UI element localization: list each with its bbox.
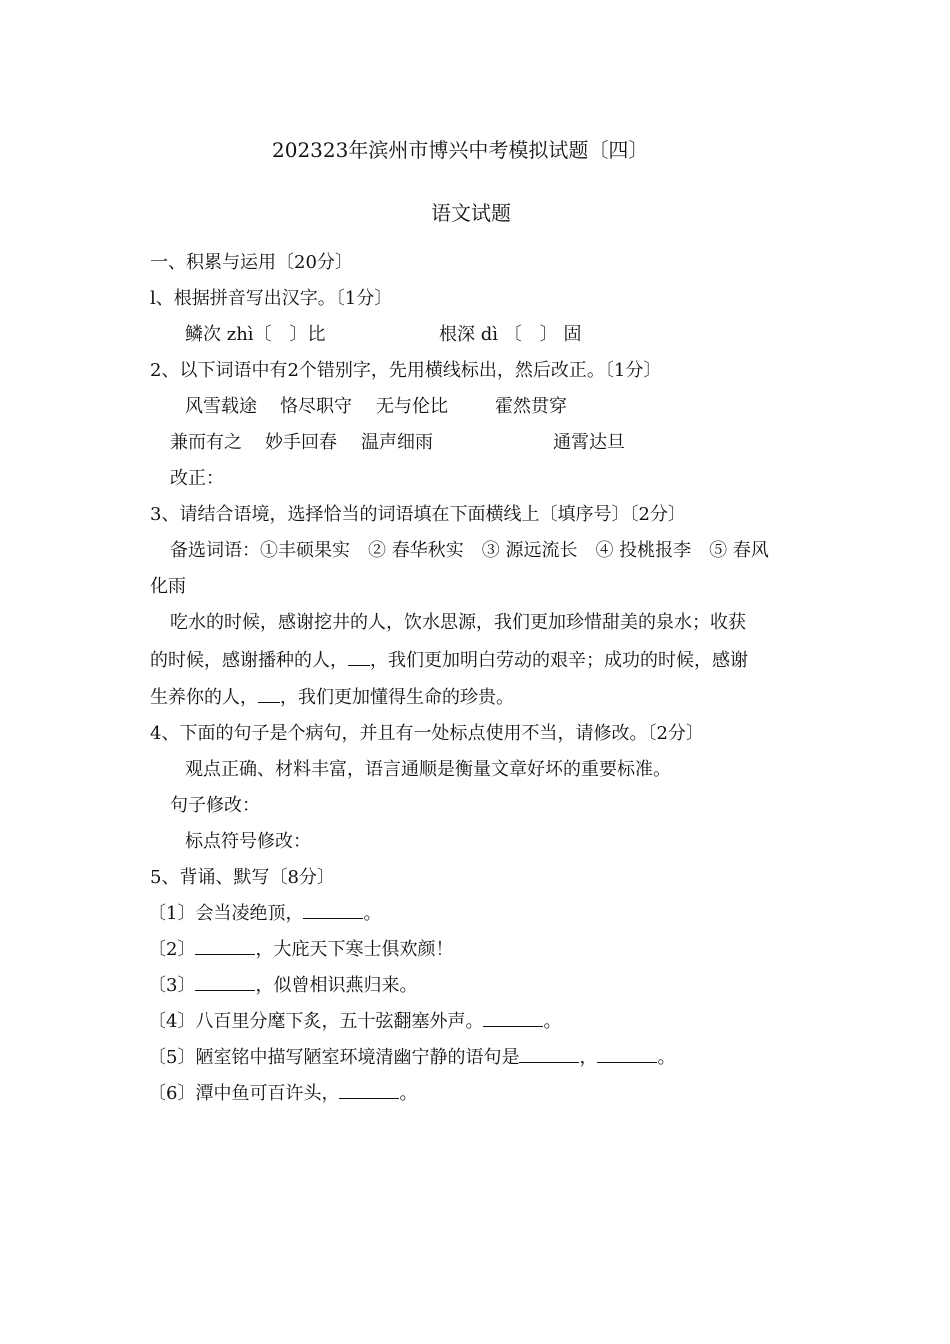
q5-item bbox=[148, 974, 417, 998]
q5-item-text: 潭中鱼可百许头， bbox=[195, 1083, 340, 1104]
answer-blank[interactable] bbox=[303, 902, 363, 919]
q3-stem: 3、请结合语境，选择恰当的词语填在下面横线上〔填序号〕〔2分〕 bbox=[150, 504, 686, 525]
q5-item-text: 。 bbox=[657, 1047, 676, 1068]
q5-item-number: 〔6〕 bbox=[148, 1083, 196, 1104]
q4-fix-sentence-label: 句子修改： bbox=[170, 795, 260, 816]
q3-passage-text: 生养你的人， bbox=[150, 687, 258, 708]
q5-item-number: 〔2〕 bbox=[148, 939, 196, 960]
q3-passage-line bbox=[150, 649, 748, 673]
q3-passage-text: ，我们更加懂得生命的珍贵。 bbox=[280, 687, 514, 708]
q5-item-text: 会当凌绝顶， bbox=[195, 903, 304, 924]
q2-word: 妙手回春 bbox=[265, 432, 337, 453]
q4-sentence: 观点正确、材料丰富，语言通顺是衡量文章好坏的重要标准。 bbox=[185, 759, 671, 780]
answer-blank[interactable] bbox=[195, 974, 255, 991]
q5-item bbox=[148, 902, 381, 926]
q3-passage-text: 的时候，感谢播种的人， bbox=[150, 650, 348, 671]
answer-blank[interactable] bbox=[597, 1046, 657, 1063]
q5-item-text: ， bbox=[579, 1047, 598, 1068]
answer-blank[interactable] bbox=[339, 1082, 399, 1099]
q3-options: 备选词语：①丰硕果实 ② 春华秋实 ③ 源远流长 ④ 投桃报李 ⑤ 春风 bbox=[170, 540, 769, 561]
q5-item-number: 〔1〕 bbox=[148, 903, 196, 924]
q5-item-text: 八百里分麾下炙，五十弦翻塞外声。 bbox=[195, 1011, 484, 1032]
q5-item-number: 〔3〕 bbox=[148, 975, 196, 996]
q2-word: 通霄达旦 bbox=[553, 432, 625, 453]
q5-item bbox=[148, 1046, 675, 1070]
q2-correction-label: 改正： bbox=[170, 468, 224, 489]
q2-word: 恪尽职守 bbox=[280, 396, 352, 417]
q4-fix-punct-label: 标点符号修改： bbox=[185, 831, 311, 852]
q5-item-text: 陋室铭中描写陋室环境清幽宁静的语句是 bbox=[195, 1047, 520, 1068]
q1-item-a: 鳞次 zhì〔 〕比 bbox=[185, 324, 326, 345]
q2-word: 温声细雨 bbox=[361, 432, 433, 453]
q5-item-number: 〔5〕 bbox=[148, 1047, 196, 1068]
q4-stem: 4、下面的句子是个病句，并且有一处标点使用不当，请修改。〔2分〕 bbox=[150, 723, 704, 744]
section-heading: 一、积累与运用〔20分〕 bbox=[150, 252, 353, 273]
exam-subtitle: 语文试题 bbox=[431, 201, 511, 225]
q5-stem: 5、背诵、默写〔8分〕 bbox=[150, 867, 335, 888]
answer-blank[interactable] bbox=[195, 938, 255, 955]
q5-item-text: 。 bbox=[543, 1011, 562, 1032]
q2-word: 霍然贯穿 bbox=[495, 396, 567, 417]
q3-passage-text: ，我们更加明白劳动的艰辛；成功的时候，感谢 bbox=[370, 650, 748, 671]
q5-item-text: 。 bbox=[363, 903, 382, 924]
q2-word: 兼而有之 bbox=[170, 432, 242, 453]
q3-options-cont: 化雨 bbox=[150, 576, 186, 597]
q5-item bbox=[148, 1010, 561, 1034]
exam-title: 202323年滨州市博兴中考模拟试题〔四〕 bbox=[272, 138, 649, 162]
q3-passage-line: 吃水的时候，感谢挖井的人，饮水思源，我们更加珍惜甜美的泉水；收获 bbox=[170, 612, 746, 633]
q5-item-text: ，似曾相识燕归来。 bbox=[255, 975, 418, 996]
q5-item bbox=[148, 938, 453, 962]
q1-stem: l、根据拼音写出汉字。〔1分〕 bbox=[150, 288, 393, 309]
q5-item-number: 〔4〕 bbox=[148, 1011, 196, 1032]
q2-stem: 2、以下词语中有2个错别字，先用横线标出，然后改正。〔1分〕 bbox=[150, 360, 662, 381]
answer-blank[interactable] bbox=[258, 686, 280, 703]
q2-word: 风雪载途 bbox=[185, 396, 257, 417]
answer-blank[interactable] bbox=[519, 1046, 579, 1063]
q1-item-b: 根深 dì 〔 〕 固 bbox=[439, 324, 582, 345]
q5-item-text: ，大庇天下寒士俱欢颜！ bbox=[255, 939, 454, 960]
q3-passage-line bbox=[150, 686, 514, 710]
answer-blank[interactable] bbox=[483, 1010, 543, 1027]
q5-item-text: 。 bbox=[399, 1083, 418, 1104]
answer-blank[interactable] bbox=[348, 649, 370, 666]
q2-word: 无与伦比 bbox=[376, 396, 448, 417]
q5-item bbox=[148, 1082, 417, 1106]
